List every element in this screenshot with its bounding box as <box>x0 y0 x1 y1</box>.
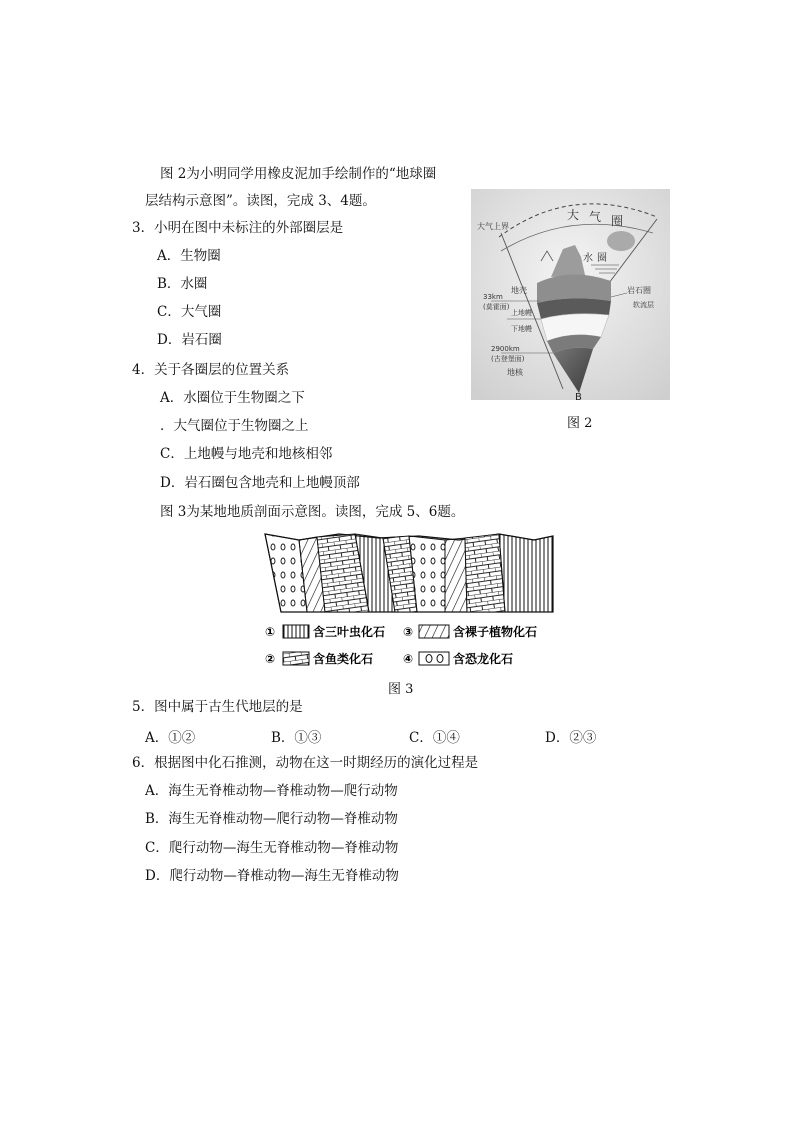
fig2-label-atm-1: 大 <box>567 208 580 222</box>
q3-option-b: B．水圈 <box>157 276 208 292</box>
q6-option-b: B．海生无脊椎动物—爬行动物—脊椎动物 <box>145 811 398 827</box>
q5-option-b: B．①③ <box>271 730 322 746</box>
q3-option-d: D．岩石圈 <box>157 332 222 348</box>
intro-2-line-1: 图 2为小明同学用橡皮泥加手绘制作的“地球圈 <box>160 166 437 182</box>
fig2-label-depth-33: 33km <box>483 293 503 301</box>
legend-swatch-trilobite <box>283 625 309 638</box>
q5-option-c: C．①④ <box>409 730 460 746</box>
q3-option-a: A．生物圈 <box>157 248 221 264</box>
fig2-label-upper-mantle: 上地幔 <box>511 309 532 317</box>
q6-option-d: D．爬行动物—脊椎动物—海生无脊椎动物 <box>145 868 399 884</box>
fig2-label-core: 地核 <box>507 368 523 377</box>
legend-item-4 <box>403 651 513 666</box>
legend-item-1 <box>265 624 385 639</box>
figure-3-geologic-section <box>259 528 559 673</box>
legend-swatch-gymnosperm <box>419 625 449 638</box>
fig2-label-crust: 地壳 <box>511 286 527 295</box>
legend-swatch-dinosaur <box>419 652 449 665</box>
legend-swatch-fish <box>283 652 309 665</box>
legend-text-4: 含恐龙化石 <box>453 652 514 666</box>
figure-2-caption: 图 2 <box>567 416 593 431</box>
fig2-label-moho: (莫霍面) <box>483 303 510 311</box>
fig2-label-gutenberg: (古登堡面) <box>491 355 525 363</box>
legend-item-2 <box>265 651 373 666</box>
legend-text-3: 含裸子植物化石 <box>453 625 538 639</box>
fig2-label-depth-2900: 2900km <box>491 345 520 353</box>
q6-option-a: A．海生无脊椎动物—脊椎动物—爬行动物 <box>145 783 398 799</box>
legend-num-3: ③ <box>403 625 414 639</box>
figure-3-caption: 图 3 <box>388 682 414 697</box>
legend-text-2: 含鱼类化石 <box>313 652 374 666</box>
fig2-label-lower-mantle: 下地幔 <box>511 325 532 333</box>
legend-text-1: 含三叶虫化石 <box>313 625 386 639</box>
figure-2-earth-layers <box>471 189 670 400</box>
intro-3-line-1: 图 3为某地地质剖面示意图。读图，完成 5、6题。 <box>160 504 465 520</box>
q5-stem: 5．图中属于古生代地层的是 <box>132 699 303 715</box>
q3-stem: 3．小明在图中未标注的外部圈层是 <box>132 220 344 236</box>
fig2-label-atm-3: 圈 <box>611 214 624 228</box>
fig2-label-upper-atmosphere: 大气上界 <box>477 222 509 231</box>
fig2-label-atm-2: 气 <box>589 210 602 224</box>
q4-option-a: A．水圈位于生物圈之下 <box>160 390 305 406</box>
legend-item-3 <box>403 624 537 639</box>
legend-num-4: ④ <box>403 652 414 666</box>
q4-option-d: D．岩石圈包含地壳和上地幔顶部 <box>160 475 360 491</box>
fig2-label-hyd-2: 圈 <box>597 253 607 264</box>
fig2-label-b: B <box>575 392 582 400</box>
q6-option-c: C．爬行动物—海生无脊椎动物—脊椎动物 <box>145 840 399 856</box>
intro-2-line-2: 层结构示意图”。读图，完成 3、4题。 <box>145 193 376 209</box>
q4-option-b: ．大气圈位于生物圈之上 <box>160 418 309 434</box>
legend-num-2: ② <box>265 652 276 666</box>
q5-options <box>145 726 595 744</box>
q5-option-d: D．②③ <box>545 730 597 746</box>
fig2-label-lithosphere: 岩石圈 <box>627 286 651 295</box>
q5-option-a: A．①② <box>145 730 196 746</box>
q3-option-c: C．大气圈 <box>157 304 222 320</box>
q4-stem: 4．关于各圈层的位置关系 <box>132 362 290 378</box>
q6-stem: 6．根据图中化石推测，动物在这一时期经历的演化过程是 <box>132 755 479 771</box>
legend-num-1: ① <box>265 625 276 639</box>
fig2-label-asthenosphere: 软流层 <box>633 301 654 309</box>
fig2-label-hyd-1: 水 <box>583 253 593 264</box>
q4-option-c: C．上地幔与地壳和地核相邻 <box>160 446 333 462</box>
